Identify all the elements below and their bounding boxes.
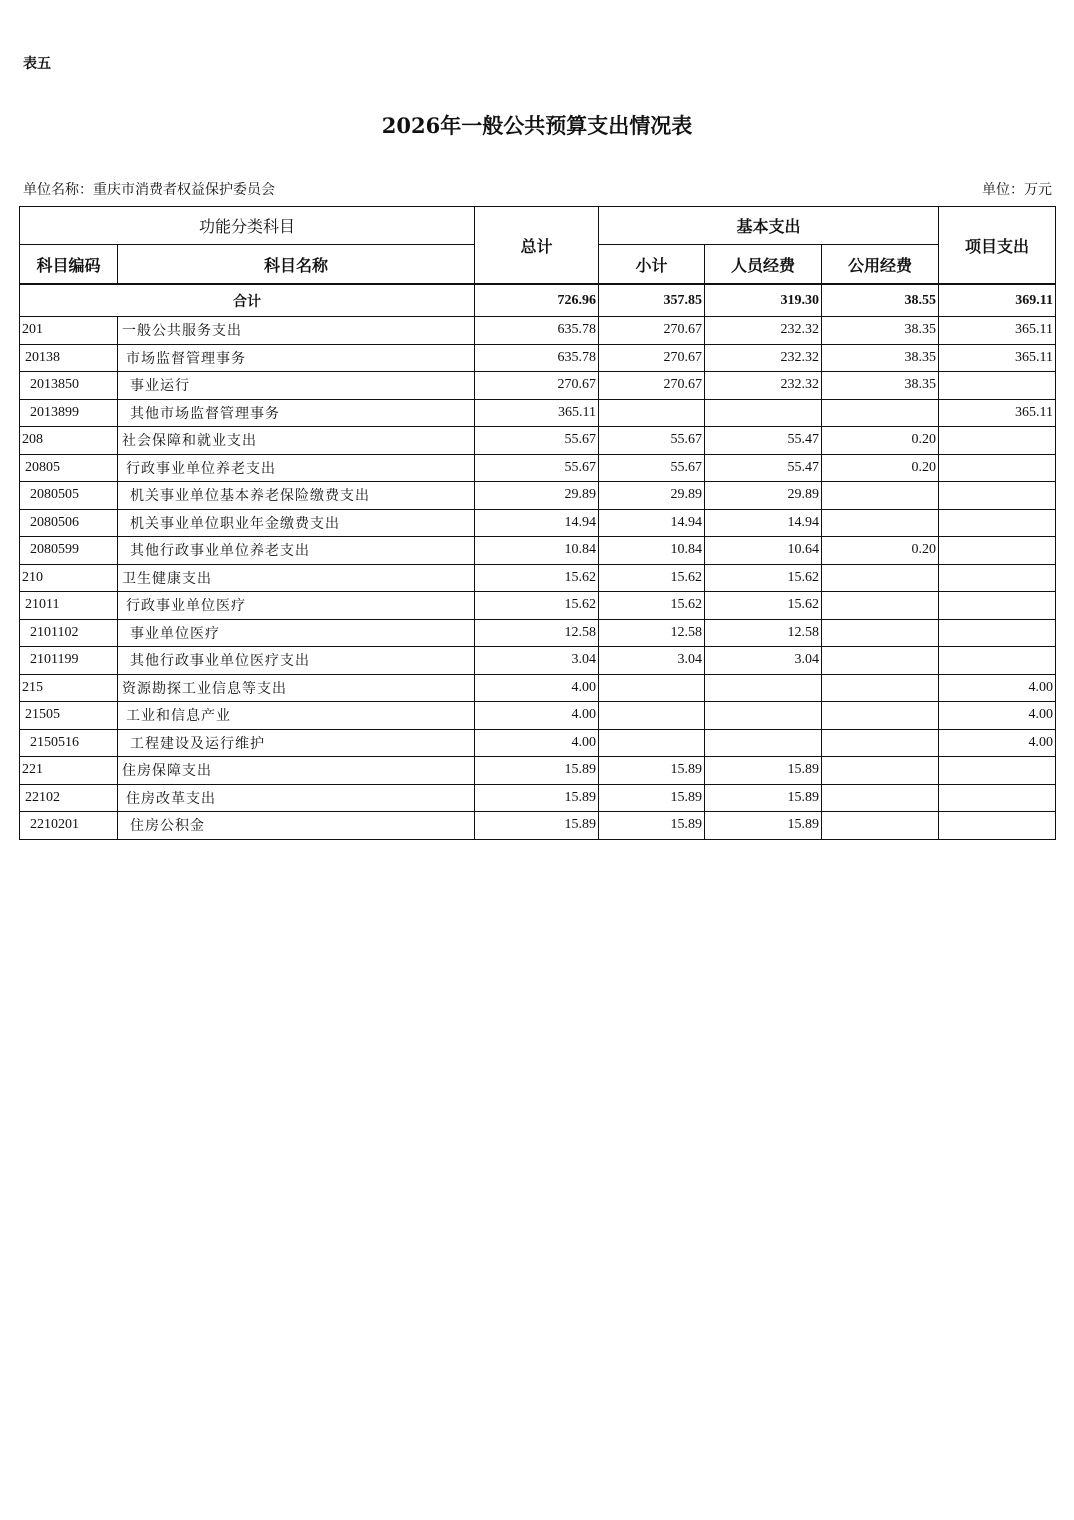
header-personnel: 人员经费 — [705, 245, 822, 285]
row-code: 2150516 — [20, 729, 118, 757]
table-row — [20, 592, 1056, 620]
row-name: 工程建设及运行维护 — [118, 729, 475, 757]
row-public — [822, 674, 939, 702]
table-number-label: 表五 — [23, 56, 51, 72]
table-row — [20, 509, 1056, 537]
row-code: 208 — [20, 427, 118, 455]
row-code: 215 — [20, 674, 118, 702]
row-total: 12.58 — [475, 619, 599, 647]
table-row — [20, 757, 1056, 785]
row-public — [822, 647, 939, 675]
row-personnel: 15.62 — [705, 592, 822, 620]
row-subtotal: 15.89 — [599, 757, 705, 785]
row-project: 365.11 — [939, 317, 1056, 345]
row-public: 0.20 — [822, 537, 939, 565]
row-code: 2101199 — [20, 647, 118, 675]
row-personnel: 55.47 — [705, 454, 822, 482]
row-name: 住房公积金 — [118, 812, 475, 840]
row-personnel: 232.32 — [705, 372, 822, 400]
row-project — [939, 647, 1056, 675]
row-name: 机关事业单位职业年金缴费支出 — [118, 509, 475, 537]
row-total: 365.11 — [475, 399, 599, 427]
row-subtotal — [599, 674, 705, 702]
row-subtotal — [599, 702, 705, 730]
header-code: 科目编码 — [20, 245, 118, 285]
row-personnel: 29.89 — [705, 482, 822, 510]
row-personnel — [705, 729, 822, 757]
row-subtotal: 12.58 — [599, 619, 705, 647]
row-name: 机关事业单位基本养老保险缴费支出 — [118, 482, 475, 510]
row-personnel: 232.32 — [705, 317, 822, 345]
row-total: 55.67 — [475, 454, 599, 482]
row-total: 15.62 — [475, 592, 599, 620]
row-public: 38.35 — [822, 317, 939, 345]
total-project: 369.11 — [939, 284, 1056, 317]
row-personnel: 12.58 — [705, 619, 822, 647]
header-project-expenditure: 项目支出 — [939, 207, 1056, 285]
row-code: 21505 — [20, 702, 118, 730]
row-subtotal — [599, 729, 705, 757]
total-subtotal: 357.85 — [599, 284, 705, 317]
total-label: 合计 — [20, 284, 475, 317]
row-personnel — [705, 702, 822, 730]
row-public: 38.35 — [822, 344, 939, 372]
header-public: 公用经费 — [822, 245, 939, 285]
row-code: 22102 — [20, 784, 118, 812]
row-project — [939, 757, 1056, 785]
row-project: 4.00 — [939, 729, 1056, 757]
table-row — [20, 674, 1056, 702]
row-project — [939, 537, 1056, 565]
row-total: 15.62 — [475, 564, 599, 592]
row-project: 365.11 — [939, 399, 1056, 427]
row-code: 2080505 — [20, 482, 118, 510]
row-name: 工业和信息产业 — [118, 702, 475, 730]
row-code: 2080599 — [20, 537, 118, 565]
row-project — [939, 812, 1056, 840]
row-subtotal: 270.67 — [599, 372, 705, 400]
row-project: 365.11 — [939, 344, 1056, 372]
row-personnel: 15.89 — [705, 757, 822, 785]
table-row — [20, 317, 1056, 345]
header-total: 总计 — [475, 207, 599, 285]
row-total: 4.00 — [475, 674, 599, 702]
row-project: 4.00 — [939, 674, 1056, 702]
budget-expenditure-table — [19, 206, 1056, 840]
row-public — [822, 729, 939, 757]
row-code: 201 — [20, 317, 118, 345]
total-row — [20, 284, 1056, 317]
table-row — [20, 482, 1056, 510]
table-row — [20, 454, 1056, 482]
total-public: 38.55 — [822, 284, 939, 317]
row-personnel — [705, 674, 822, 702]
row-code: 2013899 — [20, 399, 118, 427]
row-code: 221 — [20, 757, 118, 785]
row-project — [939, 784, 1056, 812]
row-name: 住房保障支出 — [118, 757, 475, 785]
table-row — [20, 784, 1056, 812]
total-total: 726.96 — [475, 284, 599, 317]
row-total: 4.00 — [475, 729, 599, 757]
row-total: 635.78 — [475, 317, 599, 345]
row-name: 一般公共服务支出 — [118, 317, 475, 345]
row-project — [939, 509, 1056, 537]
row-name: 资源勘探工业信息等支出 — [118, 674, 475, 702]
table-row — [20, 729, 1056, 757]
row-subtotal: 270.67 — [599, 317, 705, 345]
header-subtotal: 小计 — [599, 245, 705, 285]
row-project — [939, 482, 1056, 510]
row-personnel: 232.32 — [705, 344, 822, 372]
row-project — [939, 592, 1056, 620]
row-subtotal: 15.89 — [599, 784, 705, 812]
row-total: 635.78 — [475, 344, 599, 372]
row-code: 2210201 — [20, 812, 118, 840]
row-code: 2080506 — [20, 509, 118, 537]
table-row — [20, 537, 1056, 565]
total-personnel: 319.30 — [705, 284, 822, 317]
row-project — [939, 619, 1056, 647]
row-public — [822, 702, 939, 730]
row-project: 4.00 — [939, 702, 1056, 730]
row-total: 15.89 — [475, 812, 599, 840]
row-total: 55.67 — [475, 427, 599, 455]
row-subtotal: 15.89 — [599, 812, 705, 840]
row-personnel: 15.89 — [705, 784, 822, 812]
row-code: 20805 — [20, 454, 118, 482]
row-public — [822, 399, 939, 427]
header-functional-category: 功能分类科目 — [20, 207, 475, 245]
table-row — [20, 812, 1056, 840]
row-public — [822, 482, 939, 510]
row-code: 210 — [20, 564, 118, 592]
row-name: 行政事业单位医疗 — [118, 592, 475, 620]
row-total: 4.00 — [475, 702, 599, 730]
row-name: 社会保障和就业支出 — [118, 427, 475, 455]
row-personnel: 55.47 — [705, 427, 822, 455]
row-public: 0.20 — [822, 427, 939, 455]
row-code: 20138 — [20, 344, 118, 372]
row-subtotal: 15.62 — [599, 592, 705, 620]
row-name: 卫生健康支出 — [118, 564, 475, 592]
row-public — [822, 812, 939, 840]
row-project — [939, 427, 1056, 455]
row-code: 21011 — [20, 592, 118, 620]
row-public — [822, 592, 939, 620]
table-row — [20, 427, 1056, 455]
row-personnel — [705, 399, 822, 427]
row-personnel: 15.89 — [705, 812, 822, 840]
row-personnel: 15.62 — [705, 564, 822, 592]
row-name: 事业单位医疗 — [118, 619, 475, 647]
row-code: 2013850 — [20, 372, 118, 400]
row-personnel: 10.64 — [705, 537, 822, 565]
header-basic-expenditure: 基本支出 — [599, 207, 939, 245]
row-project — [939, 454, 1056, 482]
row-project — [939, 564, 1056, 592]
table-row — [20, 564, 1056, 592]
row-code: 2101102 — [20, 619, 118, 647]
header-name: 科目名称 — [118, 245, 475, 285]
row-total: 3.04 — [475, 647, 599, 675]
row-subtotal: 29.89 — [599, 482, 705, 510]
row-subtotal — [599, 399, 705, 427]
table-row — [20, 399, 1056, 427]
row-subtotal: 55.67 — [599, 454, 705, 482]
row-public: 0.20 — [822, 454, 939, 482]
row-subtotal: 3.04 — [599, 647, 705, 675]
currency-unit-label: 单位：万元 — [982, 182, 1052, 198]
row-name: 行政事业单位养老支出 — [118, 454, 475, 482]
row-subtotal: 15.62 — [599, 564, 705, 592]
row-subtotal: 270.67 — [599, 344, 705, 372]
row-subtotal: 14.94 — [599, 509, 705, 537]
row-personnel: 14.94 — [705, 509, 822, 537]
row-name: 其他行政事业单位养老支出 — [118, 537, 475, 565]
row-public — [822, 509, 939, 537]
row-subtotal: 55.67 — [599, 427, 705, 455]
row-public — [822, 784, 939, 812]
row-name: 其他行政事业单位医疗支出 — [118, 647, 475, 675]
row-total: 10.84 — [475, 537, 599, 565]
page-title: 2026年一般公共预算支出情况表 — [381, 113, 693, 138]
row-public — [822, 757, 939, 785]
table-row — [20, 619, 1056, 647]
table-row — [20, 702, 1056, 730]
row-public: 38.35 — [822, 372, 939, 400]
row-name: 市场监督管理事务 — [118, 344, 475, 372]
row-name: 事业运行 — [118, 372, 475, 400]
row-total: 29.89 — [475, 482, 599, 510]
row-total: 270.67 — [475, 372, 599, 400]
table-row — [20, 372, 1056, 400]
row-public — [822, 619, 939, 647]
row-public — [822, 564, 939, 592]
table-row — [20, 344, 1056, 372]
row-project — [939, 372, 1056, 400]
row-personnel: 3.04 — [705, 647, 822, 675]
table-row — [20, 647, 1056, 675]
row-name: 其他市场监督管理事务 — [118, 399, 475, 427]
row-total: 14.94 — [475, 509, 599, 537]
row-name: 住房改革支出 — [118, 784, 475, 812]
row-total: 15.89 — [475, 784, 599, 812]
unit-name-label: 单位名称：重庆市消费者权益保护委员会 — [23, 182, 275, 198]
row-total: 15.89 — [475, 757, 599, 785]
row-subtotal: 10.84 — [599, 537, 705, 565]
